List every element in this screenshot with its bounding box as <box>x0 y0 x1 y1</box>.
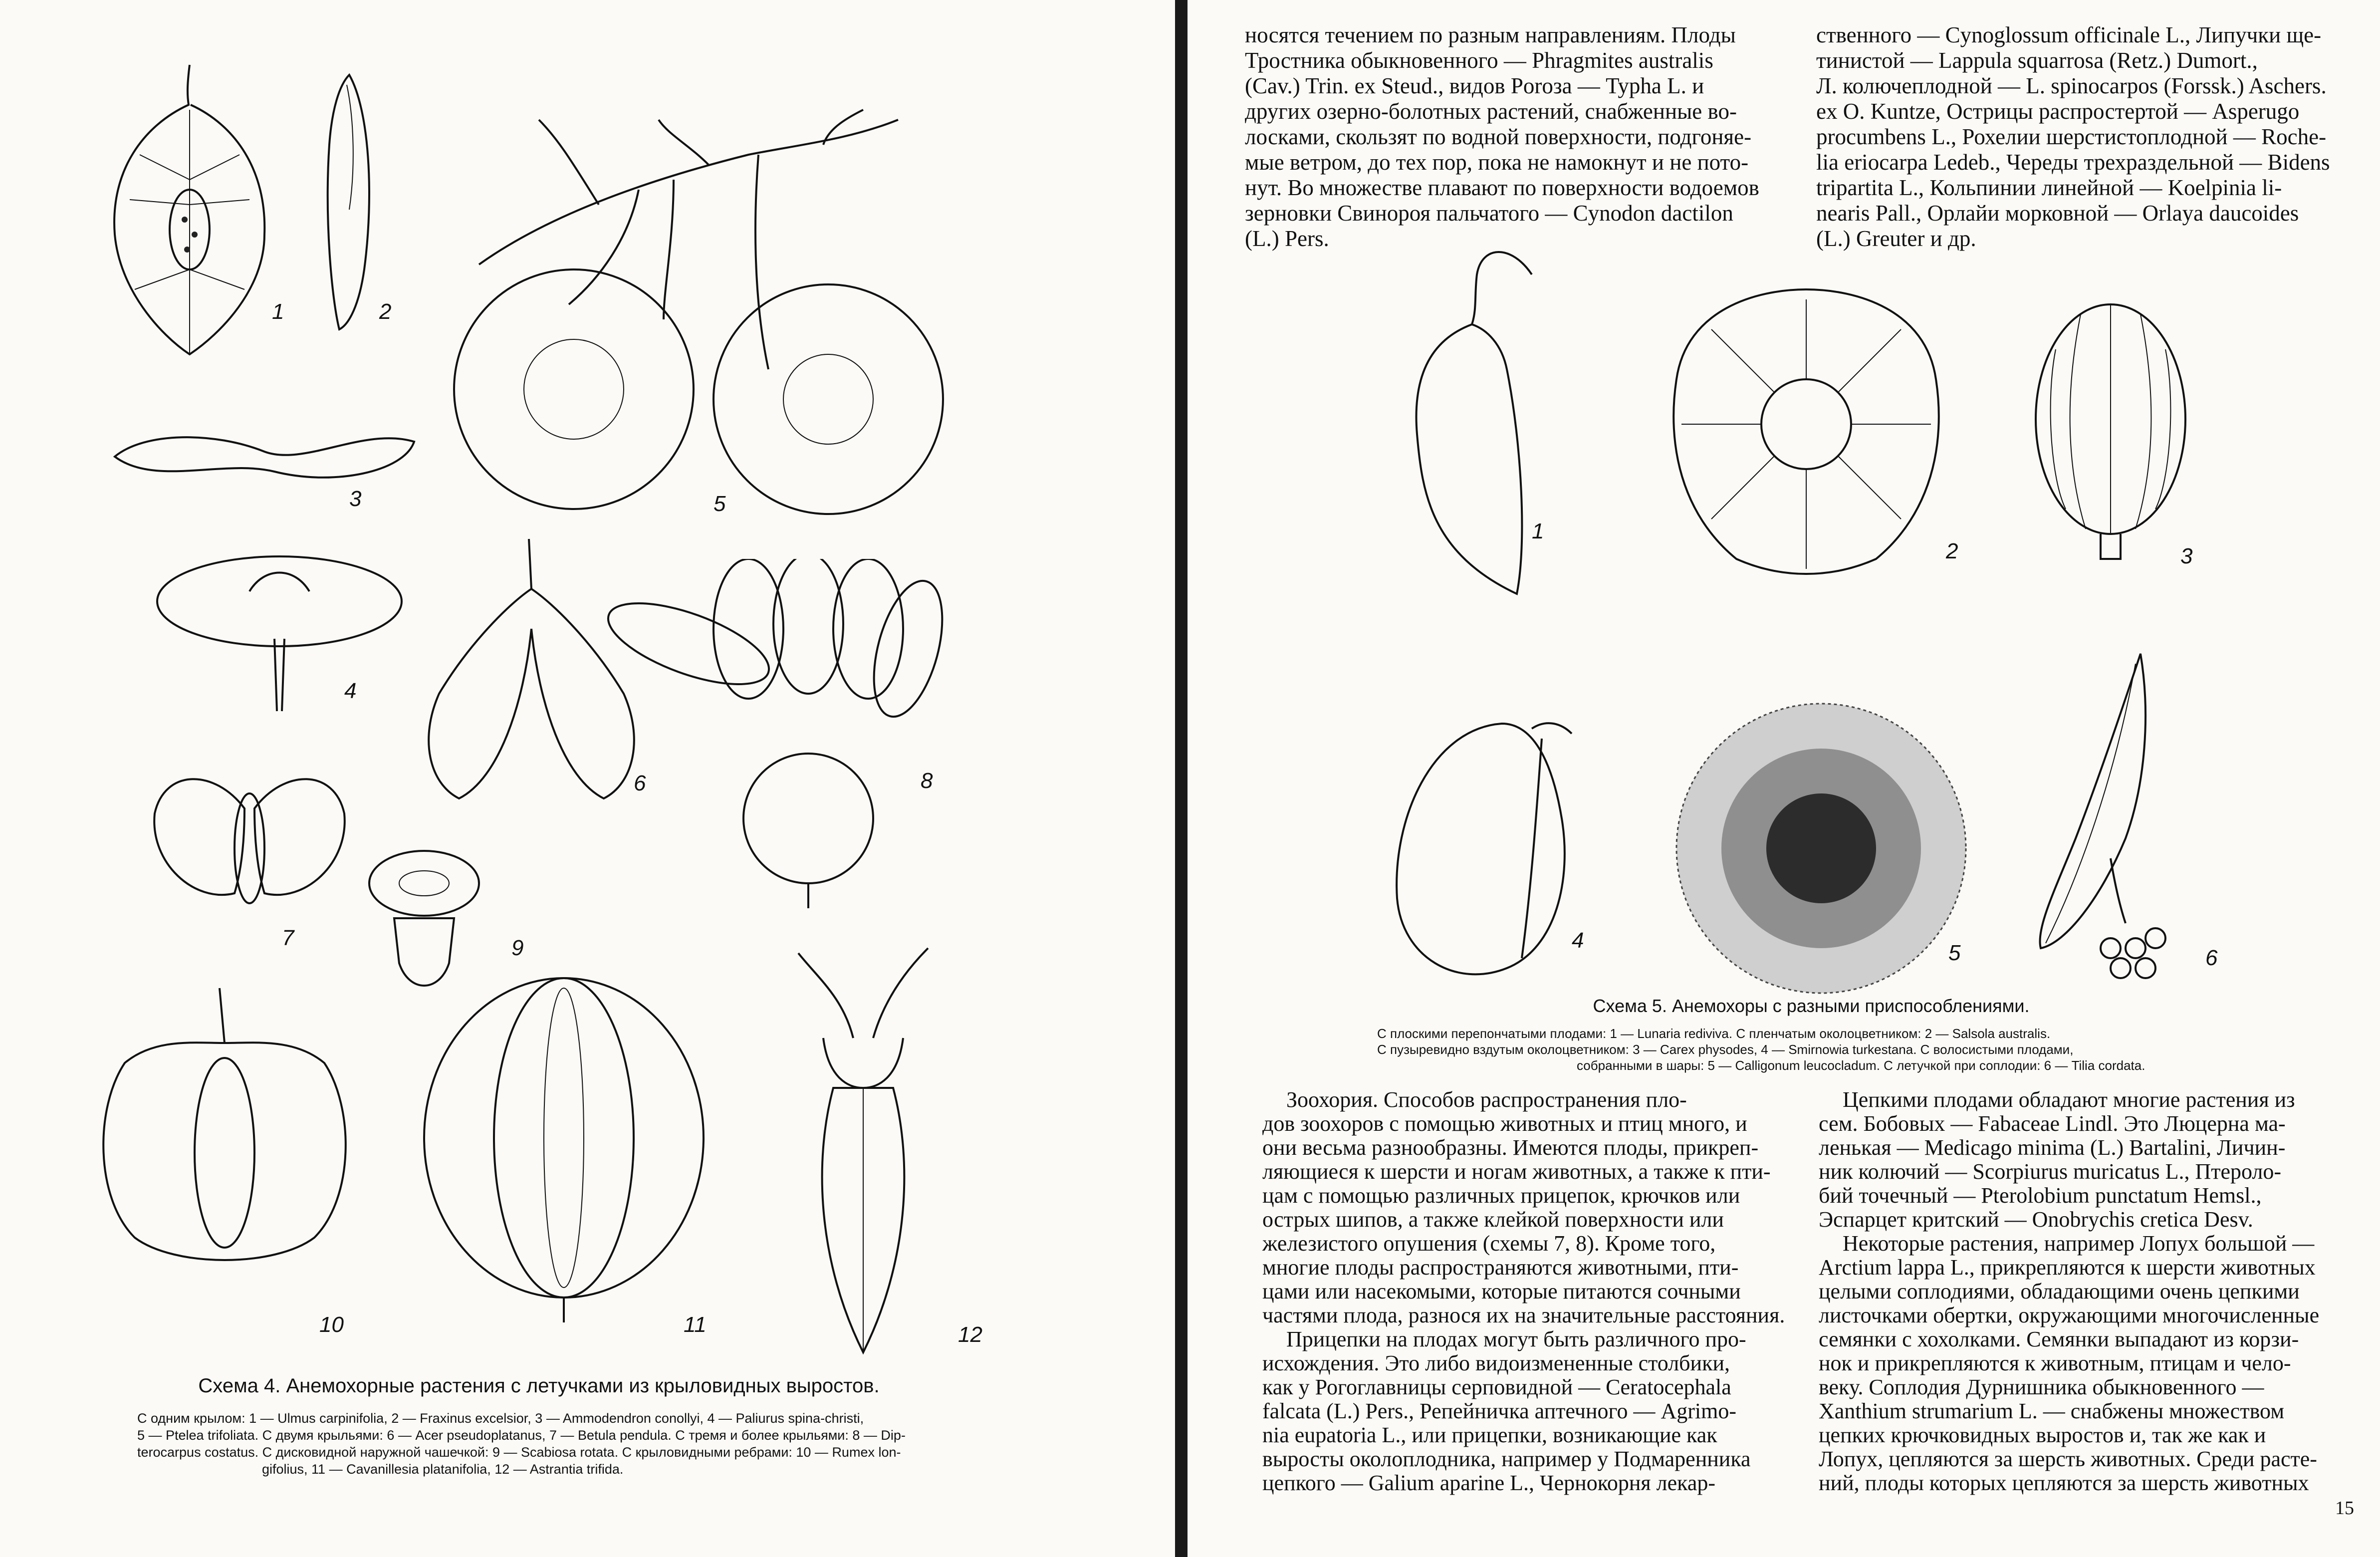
text-line: многие плоды распространяются животными, пти- <box>1262 1255 1739 1280</box>
scheme5-figure-3-carex <box>2026 289 2195 569</box>
figure-number-4: 4 <box>344 679 357 703</box>
figure-10-rumex <box>85 978 364 1273</box>
text-column-top-left <box>1245 22 1794 252</box>
caption-line: С пузыревидно вздутым околоцветником: 3 — Carex physodes, 4 — Smirnowia turkestana. С волосистыми плодами, <box>1377 1042 2074 1057</box>
text-line: (L.) Greuter и др. <box>1816 226 1976 251</box>
text-line: других озерно-болотных растений, снабженные во- <box>1245 99 1737 124</box>
book-spine <box>1175 0 1188 1557</box>
figure-caption-body <box>137 1410 1025 1478</box>
scheme5-number-2: 2 <box>1946 539 1958 563</box>
scheme5-figure-2-salsola <box>1666 279 1946 579</box>
figure-number-6: 6 <box>634 771 646 795</box>
text-line: Arctium lappa L., прикрепляются к шерсти животных <box>1819 1255 2316 1280</box>
scheme5-number-6: 6 <box>2205 946 2218 970</box>
text-line: procumbens L., Рохелии шерстистоплодной — Roche- <box>1816 124 2327 149</box>
text-line: Эспарцет критский — Onobrychis cretica Desv. <box>1819 1207 2253 1232</box>
figure-3-ammodendron <box>105 417 424 492</box>
scheme5-figure-4-smirnowia <box>1382 709 1582 988</box>
figure-number-10: 10 <box>319 1312 344 1337</box>
right-page <box>1188 0 2380 1557</box>
text-line: листочками обертки, окружающими многочисленные <box>1819 1303 2320 1327</box>
scheme5-number-4: 4 <box>1572 928 1584 953</box>
text-line: nearis Pall., Орлайи морковной — Orlaya daucoides <box>1816 201 2299 226</box>
scheme5-number-5: 5 <box>1948 941 1961 965</box>
caption-line: gifolius, 11 — Cavanillesia platanifolia, 12 — Astrantia trifida. <box>262 1462 624 1477</box>
caption-line: С плоскими перепончатыми плодами: 1 — Lunaria rediviva. С пленчатым околоцветником: 2 — Salsola australis. <box>1377 1026 2051 1041</box>
text-line: ляющиеся к шерсти и ногам животных, а также к пти- <box>1262 1159 1771 1184</box>
page-number: 15 <box>2335 1498 2354 1519</box>
figure-number-12: 12 <box>958 1322 982 1347</box>
text-line: они весьма разнообразны. Имеются плоды, прикреп- <box>1262 1135 1759 1160</box>
text-line: как у Рогоглавницы серповидной — Ceratocephala <box>1262 1375 1731 1399</box>
figure-number-3: 3 <box>349 487 362 511</box>
text-line: ex O. Kuntze, Острицы распростертой — Asperugo <box>1816 99 2300 124</box>
text-line: ленькая — Medicago minima (L.) Bartalini, Личин- <box>1819 1135 2286 1160</box>
text-line: нут. Во множестве плавают по поверхности водоемов <box>1245 175 1759 200</box>
caption-line: 5 — Ptelea trifoliata. С двумя крыльями: 6 — Acer pseudoplatanus, 7 — Betula pendula. С тремя и более крыльями: 8 — Dip- <box>137 1428 906 1443</box>
text-line: (L.) Pers. <box>1245 226 1329 251</box>
figure-8-dipterocarpus <box>599 559 968 928</box>
text-line: ственного — Cynoglossum officinale L., Липучки ще- <box>1816 22 2322 47</box>
text-line: острых шипов, а также клейкой поверхности или <box>1262 1207 1724 1232</box>
figure-caption-title: Схема 4. Анемохорные растения с летучками из крыловидных выростов. <box>198 1375 880 1397</box>
figure-7-betula <box>145 759 354 913</box>
text-column-top-right <box>1816 22 2365 252</box>
text-line: тинистой — Lappula squarrosa (Retz.) Dumort., <box>1816 48 2258 73</box>
figure-12-astrantia <box>788 938 938 1367</box>
text-line: lia eriocarpa Ledeb., Череды трехраздельной — Bidens <box>1816 150 2330 175</box>
text-line: лосками, скользят по водной поверхности, подгоняе- <box>1245 124 1752 149</box>
text-line: мые ветром, до тех пор, пока не намокнут и не пото- <box>1245 150 1749 175</box>
text-line: Прицепки на плодах могут быть различного про- <box>1286 1327 1746 1351</box>
text-line: (Cav.) Trin. ex Steud., видов Poroза — Typha L. и <box>1245 73 1704 98</box>
scheme5-figure-6-tilia <box>2026 649 2195 988</box>
text-line: tripartita L., Кольпинии линейной — Koelpinia li- <box>1816 175 2282 200</box>
text-line: дов зоохоров с помощью животных и птиц много, и <box>1262 1111 1747 1136</box>
text-line: сем. Бобовых — Fabaceae Lindl. Это Люцерна ма- <box>1819 1111 2286 1136</box>
figure-number-5: 5 <box>714 492 726 516</box>
scheme5-number-1: 1 <box>1532 519 1544 543</box>
text-column-bottom-left <box>1262 1088 1811 1495</box>
figure-4-paliurus <box>150 546 409 716</box>
text-line: Цепкими плодами обладают многие растения из <box>1843 1087 2295 1112</box>
text-line: nia eupatoria L., или прицепки, возникающие как <box>1262 1423 1717 1447</box>
figure-number-8: 8 <box>921 769 933 793</box>
figure-5-ptelea <box>449 90 998 539</box>
text-line: Некоторые растения, например Лопух большой — <box>1843 1231 2315 1256</box>
text-line: зерновки Свинороя пальчатого — Cynodon dactilon <box>1245 201 1733 226</box>
text-line: ник колючий — Scorpiurus muricatus L., Птероло- <box>1819 1159 2282 1184</box>
caption-line: terocarpus costatus. С дисковидной наружной чашечкой: 9 — Scabiosa rotata. С крыловидными ребрами: 10 — Rumex lon- <box>137 1445 901 1460</box>
figure-1-ulmus <box>100 55 279 364</box>
caption-line: собранными в шары: 5 — Calligonum leucocladum. С летучкой при соплодии: 6 — Tilia cordata. <box>1577 1058 2145 1073</box>
text-line: нок и прикрепляются к животным, птицам и чело- <box>1819 1351 2291 1375</box>
figure-number-1: 1 <box>272 299 284 324</box>
text-line: бий точечный — Pterolobium punctatum Hemsl., <box>1819 1183 2262 1208</box>
scheme5-number-3: 3 <box>2180 544 2193 568</box>
text-line: Зоохория. Способов распространения пло- <box>1286 1087 1687 1112</box>
figure-number-9: 9 <box>511 936 524 960</box>
scheme5-caption-title: Схема 5. Анемохоры с разными приспособлениями. <box>1593 996 2030 1016</box>
text-line: носятся течением по разным направлениям. Плоды <box>1245 22 1736 47</box>
scheme5-figure-1-lunaria <box>1392 245 1542 604</box>
figure-number-2: 2 <box>379 299 392 324</box>
text-line: falcata (L.) Pers., Репейничка аптечного — Agrimo- <box>1262 1399 1736 1423</box>
text-line: исхождения. Это либо видоизмененные столбики, <box>1262 1351 1730 1375</box>
caption-line: С одним крылом: 1 — Ulmus carpinifolia, 2 — Fraxinus excelsior, 3 — Ammodendron conollyi, 4 — Paliurus spina-christi, <box>137 1411 864 1426</box>
figure-number-11: 11 <box>684 1312 707 1337</box>
text-line: ний, плоды которых цепляются за шерсть животных <box>1819 1471 2309 1495</box>
text-line: цам с помощью различных прицепок, крючков или <box>1262 1183 1740 1208</box>
text-line: семянки с хохолками. Семянки выпадают из корзи- <box>1819 1327 2299 1351</box>
figure-2-fraxinus <box>319 70 379 334</box>
text-line: цами или насекомыми, которые питаются сочными <box>1262 1279 1741 1303</box>
text-line: Лопух, цепляются за шерсть животных. Среди расте- <box>1819 1447 2317 1471</box>
text-line: Тростника обыкновенного — Phragmites australis <box>1245 48 1713 73</box>
text-line: цепких крючковидных выростов и, так же как и <box>1819 1423 2266 1447</box>
text-line: железистого опушения (схемы 7, 8). Кроме того, <box>1262 1231 1716 1256</box>
text-line: веку. Соплодия Дурнишника обыкновенного — <box>1819 1375 2264 1399</box>
text-line: Xanthium strumarium L. — снабжены множеством <box>1819 1399 2285 1423</box>
scheme5-caption-body <box>1377 1026 2325 1073</box>
text-line: частями плода, разнося их на значительные расстояния. <box>1262 1303 1785 1327</box>
figure-number-7: 7 <box>282 926 294 950</box>
figure-11-cavanillesia <box>414 968 714 1327</box>
text-line: выросты околоплодника, например у Подмаренника <box>1262 1447 1751 1471</box>
text-line: целыми соплодиями, обладающими очень цепкими <box>1819 1279 2300 1303</box>
text-line: цепкого — Galium aparine L., Чернокорня лекар- <box>1262 1471 1716 1495</box>
left-page <box>0 0 1175 1557</box>
text-column-bottom-right <box>1819 1088 2368 1495</box>
scheme5-figure-5-calligonum <box>1666 694 1976 1003</box>
text-line: Л. колючеплодной — L. spinocarpos (Forssk.) Aschers. <box>1816 73 2327 98</box>
